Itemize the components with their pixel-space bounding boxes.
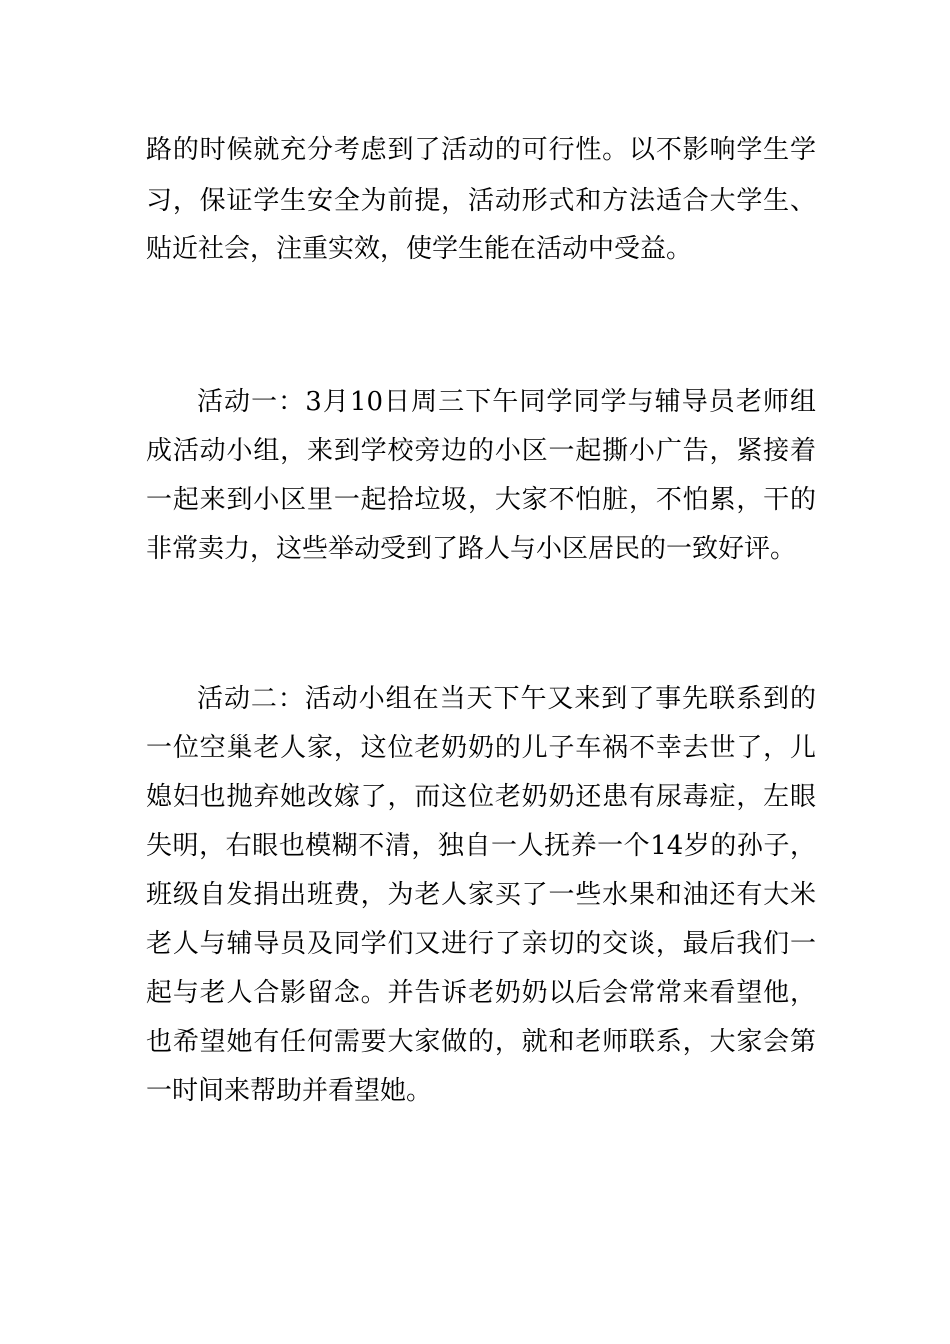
text-line: 起与老人合影留念。并告诉老奶奶以后会常常来看望他， [146,978,816,1008]
text-line: 班级自发捐出班费，为老人家买了一些水果和油还有大米 [146,880,816,910]
text-line: 路的时候就充分考虑到了活动的可行性。以不影响学生学 [146,135,816,165]
text-line: 一起来到小区里一起拾垃圾，大家不怕脏，不怕累，干的 [146,485,816,515]
text-line: 也希望她有任何需要大家做的，就和老师联系，大家会第 [146,1027,816,1057]
text-line: 老人与辅导员及同学们又进行了亲切的交谈，最后我们一 [146,929,816,959]
text-line: 非常卖力，这些举动受到了路人与小区居民的一致好评。 [146,534,797,564]
text-line: 失明，右眼也模糊不清，独自一人抚养一个14岁的孙子， [146,831,816,861]
text-line: 贴近社会，注重实效，使学生能在活动中受益。 [146,234,693,264]
text-line: 一时间来帮助并看望她。 [146,1076,433,1106]
text-line: 媳妇也抛弃她改嫁了，而这位老奶奶还患有尿毒症，左眼 [146,782,816,812]
text-line: 习，保证学生安全为前提，活动形式和方法适合大学生、 [146,186,816,216]
text-line: 成活动小组，来到学校旁边的小区一起撕小广告，紧接着 [146,436,816,466]
text-line: 活动一：3月10日周三下午同学同学与辅导员老师组 [197,387,816,417]
text-line: 活动二：活动小组在当天下午又来到了事先联系到的 [197,684,816,714]
text-line: 一位空巢老人家，这位老奶奶的儿子车祸不幸去世了，儿 [146,733,816,763]
